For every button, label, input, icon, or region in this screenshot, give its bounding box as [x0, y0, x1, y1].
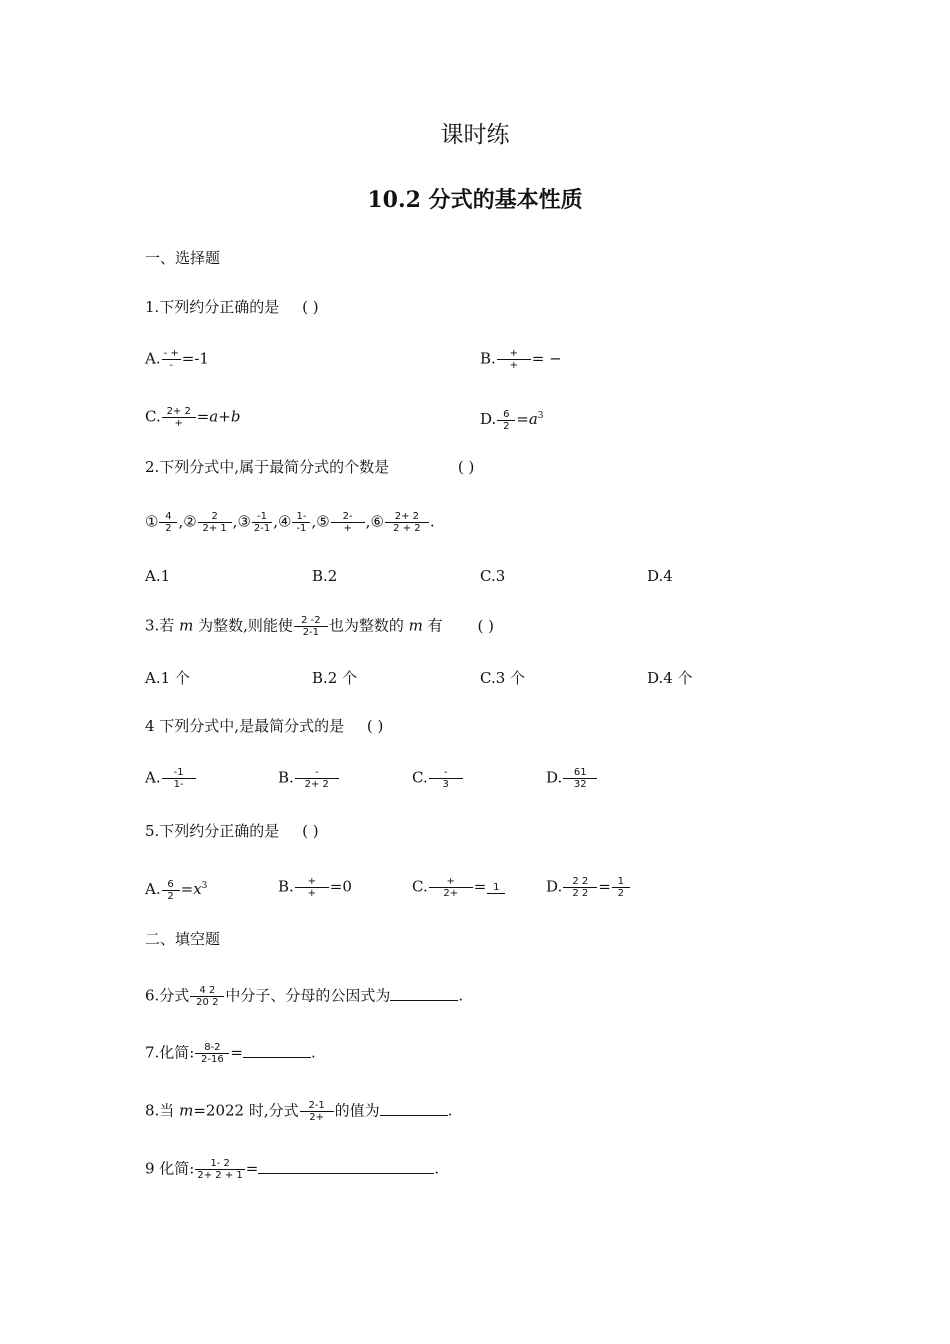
q4-option-c: C. $\frac{-}{3}$ — [412, 767, 464, 790]
option-text: = − — [531, 349, 562, 368]
question-1 — [145, 297, 319, 317]
q1-option-b — [480, 348, 562, 371]
answer-blank[interactable] — [258, 1159, 434, 1174]
fraction: $\frac{4 2}{20 2}$ — [190, 985, 224, 1008]
q5-option-b: B. $\frac{+}{+}$ =0 — [278, 876, 352, 899]
option-label: D. — [480, 410, 497, 428]
q2-option-d: D.4 — [647, 567, 673, 585]
option-text: =-1 — [181, 349, 209, 368]
q4-option-a: A. $\frac{-1}{1-}$ — [145, 767, 197, 790]
answer-paren: ( ) — [302, 298, 319, 316]
answer-paren: ( ) — [457, 458, 475, 476]
fraction: $\frac{-1}{1-}$ — [162, 767, 196, 790]
q5-option-d: D. $\frac{2 2}{2 2}$ = $\frac{1}{2}$ — [546, 876, 631, 899]
option-label: A. — [145, 349, 161, 368]
q3-option-c: C.3 个 — [480, 669, 526, 687]
fraction: $\frac{-}{3}$ — [429, 767, 463, 790]
q2-option-b: B.2 — [312, 567, 338, 585]
section-fill-heading: 二、填空题 — [145, 930, 221, 948]
q3-option-b: B.2 个 — [312, 669, 358, 687]
option-label: B. — [480, 349, 496, 368]
answer-blank[interactable] — [243, 1043, 311, 1058]
fraction: $\frac{6}{2}$ — [497, 409, 515, 432]
fraction: $\frac{2-1}{2+}$ — [300, 1100, 334, 1123]
question-9: 9 化简: $\frac{1- 2}{2+ 2 + 1}$ = . — [145, 1158, 440, 1181]
q2-option-a: A.1 — [145, 567, 171, 585]
fraction: $\frac{+}{2+}$ — [429, 876, 473, 899]
question-2-stem: 2.下列分式中,属于最简分式的个数是 — [145, 458, 390, 476]
fraction: $\frac{2 2}{2 2}$ — [563, 876, 597, 899]
question-4-stem: 4 下列分式中,是最简分式的是 — [145, 717, 345, 735]
q2-option-c: C.3 — [480, 567, 506, 585]
fraction: $\frac{+}{+}$ — [497, 348, 531, 371]
q1-option-a — [145, 348, 209, 371]
q1-option-c: C. $\frac{2+ 2}{+}$ =a+b — [145, 406, 241, 429]
fraction: $\frac{2+ 2}{+}$ — [162, 406, 196, 429]
answer-blank[interactable] — [390, 986, 458, 1001]
fraction: $\frac{+}{+}$ — [295, 876, 329, 899]
lesson-title: 10.2 分式的基本性质 — [367, 187, 583, 213]
question-5-stem: 5.下列约分正确的是 — [145, 822, 280, 840]
q1-option-d: D. $\frac{6}{2}$ $=a^3$ — [480, 408, 544, 432]
fraction: $\frac{- +}{-}$ — [163, 348, 179, 371]
fraction: $\frac{1}{2}$ — [612, 876, 630, 899]
fraction: $\frac{4}{2}$ — [159, 511, 177, 534]
fraction: 1 — [487, 882, 505, 894]
fraction: $\frac{2 -2}{2-1}$ — [294, 615, 328, 638]
fraction: $\frac{61}{32}$ — [563, 767, 597, 790]
fraction: $\frac{2}{2+ 1}$ — [198, 511, 232, 534]
page-title: 课时练 — [440, 122, 510, 148]
question-3: 3.若 m 为整数,则能使 $\frac{2 -2}{2-1}$ 也为整数的 m 有 ( ) — [145, 615, 494, 638]
q5-option-c: C. $\frac{+}{2+}$ = 1 — [412, 876, 506, 899]
q3-option-a: A.1 个 — [145, 669, 190, 687]
answer-blank[interactable] — [380, 1101, 448, 1116]
fraction: $\frac{-}{2+ 2}$ — [295, 767, 339, 790]
fraction: $\frac{8-2}{2-16}$ — [195, 1042, 229, 1065]
q3-option-d: D.4 个 — [647, 669, 693, 687]
q5-option-a: A. $\frac{6}{2}$ $=x^3$ — [145, 878, 208, 902]
q2-fraction-list: ① $\frac{4}{2}$ ,② $\frac{2}{2+ 1}$ ,③ $\frac{-1}{2-1}$ ,④ $\frac{1-}{-1}$ ,⑤ $\frac{2-}{+}$ ,⑥ $\frac{2+ 2}{2 + 2}$ . — [145, 511, 435, 534]
option-label: C. — [145, 407, 161, 426]
q4-option-b: B. $\frac{-}{2+ 2}$ — [278, 767, 340, 790]
question-1-stem: 1.下列约分正确的是 — [145, 298, 280, 316]
fraction: $\frac{2-}{+}$ — [331, 511, 365, 534]
fraction: $\frac{1- 2}{2+ 2 + 1}$ — [197, 1158, 243, 1181]
fraction: $\frac{-1}{2-1}$ — [253, 511, 271, 534]
answer-paren: ( ) — [366, 717, 384, 735]
fraction: $\frac{1-}{-1}$ — [292, 511, 310, 534]
question-5 — [145, 821, 319, 841]
question-8: 8.当 m=2022 时,分式 $\frac{2-1}{2+}$ 的值为 . — [145, 1100, 453, 1123]
question-4 — [145, 716, 383, 736]
question-2 — [145, 457, 474, 477]
question-7: 7.化简: $\frac{8-2}{2-16}$ = . — [145, 1042, 316, 1065]
q4-option-d: D. $\frac{61}{32}$ — [546, 767, 598, 790]
section-choice-heading: 一、选择题 — [145, 249, 221, 267]
fraction: $\frac{2+ 2}{2 + 2}$ — [385, 511, 429, 534]
question-6: 6.分式 $\frac{4 2}{20 2}$ 中分子、分母的公因式为 . — [145, 985, 464, 1008]
answer-paren: ( ) — [302, 822, 319, 840]
fraction: $\frac{6}{2}$ — [162, 879, 180, 902]
answer-paren: ( ) — [477, 616, 494, 635]
